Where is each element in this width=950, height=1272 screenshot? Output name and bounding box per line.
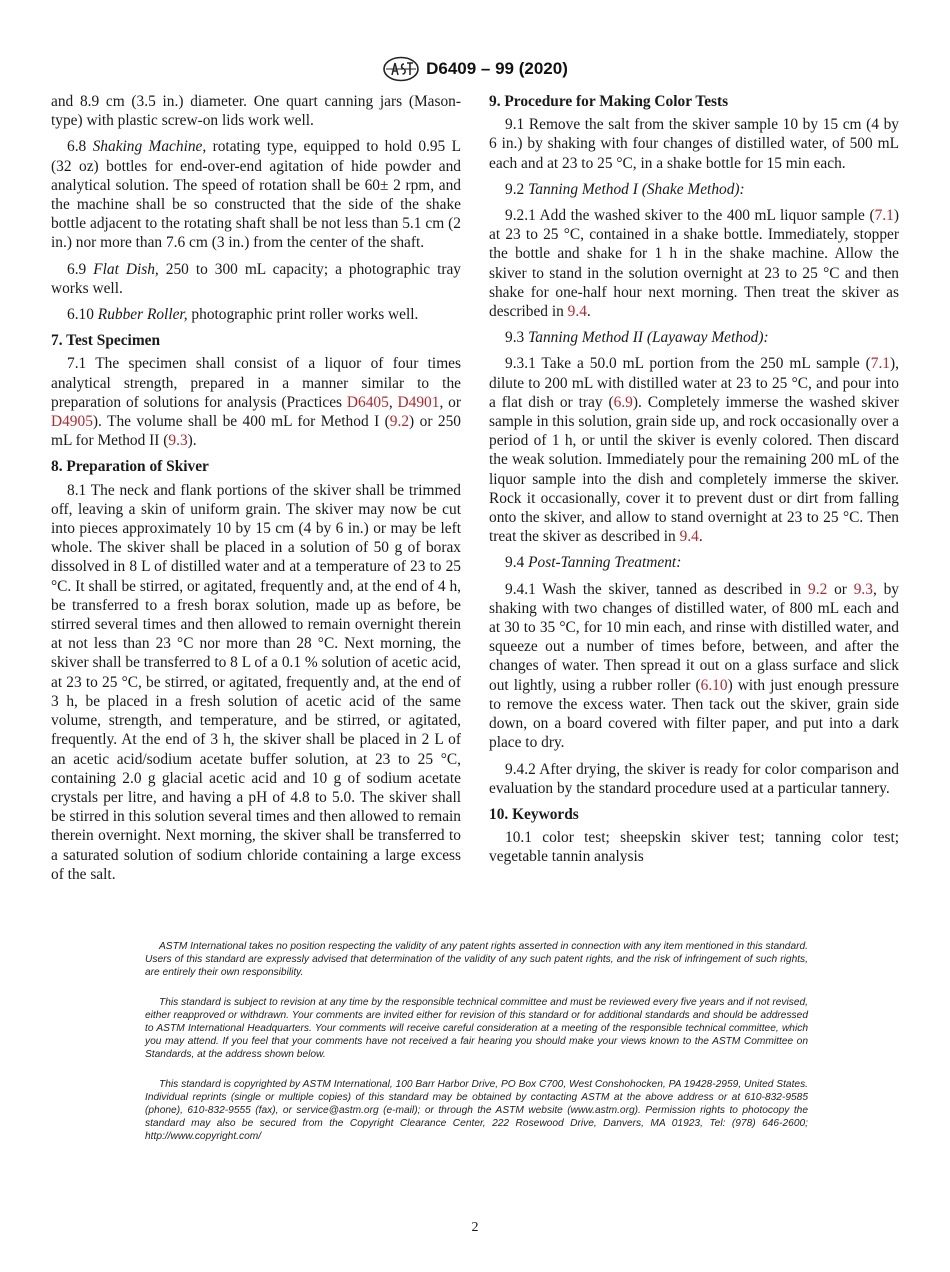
right-column <box>489 92 899 874</box>
notice-patent: ASTM International takes no position respecting the validity of any patent rights asserted in connection with any item mentioned in this standard. Users of this standard are expressly advised that determination of the validity of any such patent rights, and the risk of infringement of such rights, are entirely their own responsibility. <box>145 941 808 978</box>
term-shaking-machine: Shaking Machine, <box>92 138 207 156</box>
link-9-4[interactable]: 9.4 <box>679 528 699 546</box>
link-9-3[interactable]: 9.3 <box>853 580 873 598</box>
link-6-9[interactable]: 6.9 <box>613 393 633 411</box>
link-7-1[interactable]: 7.1 <box>874 207 894 225</box>
term-flat-dish: Flat Dish, <box>93 260 159 278</box>
paragraph-9-2-1: 9.2.1 Add the washed skiver to the 400 mL liquor sample (7.1) at 23 to 25 °C, contained in a shake bottle. Immediately, stopper the bottle and shake for 1 h in the shake machine. Allow the skiver to stand in the solution overnight at 23 to 25 °C and then shake for one-half hour next morning. Then treat the skiver as described in 9.4. <box>489 207 899 321</box>
page-number: 2 <box>471 1220 479 1235</box>
astm-logo-icon <box>382 56 420 82</box>
section-heading-keywords: 10. Keywords <box>489 805 579 823</box>
link-9-2[interactable]: 9.2 <box>389 413 410 431</box>
link-d4901[interactable]: D4901 <box>397 393 440 411</box>
paragraph-7-1: 7.1 The specimen shall consist of a liquor of four times analytical strength, prepared in a manner similar to the preparation of solutions for analysis (Practices D6405, D4901, or D4905). The volume shall be 400 mL for Method I (9.2) or 250 mL for Method II (9.3). <box>51 355 461 450</box>
document-designation: D6409 – 99 (2020) <box>426 59 568 78</box>
paragraph-6-7-continued: and 8.9 cm (3.5 in.) diameter. One quart canning jars (Mason-type) with plastic screw-on lids work well. <box>51 93 461 130</box>
paragraph-9-4-1: 9.4.1 Wash the skiver, tanned as described in 9.2 or 9.3, by shaking with two changes of distilled water, of 800 mL each and at 30 to 35 °C, for 10 min each, and rinse with distilled water, and squeeze out a number of times before, between, and after the changes of water. Then spread it out on a glass surface and slick out lightly, using a rubber roller (6.10) with just enough pressure to remove the excess water. Then tack out the skiver, grain side down, on a board covered with filter paper, and put into a dark place to dry. <box>489 580 899 752</box>
paragraph-9-4-2: 9.4.2 After drying, the skiver is ready for color comparison and evaluation by the standard procedure used at a particular tannery. <box>489 760 899 797</box>
section-heading-procedure: 9. Procedure for Making Color Tests <box>489 93 729 110</box>
link-d6405[interactable]: D6405 <box>346 393 389 411</box>
paragraph-10-1: 10.1 color test; sheepskin skiver test; tanning color test; vegetable tannin analysis <box>489 829 899 866</box>
paragraph-9-4: 9.4 Post-Tanning Treatment: <box>505 554 682 572</box>
link-9-3[interactable]: 9.3 <box>168 432 188 450</box>
notice-copyright: This standard is copyrighted by ASTM International, 100 Barr Harbor Drive, PO Box C700, West Conshohocken, PA 19428-2959, United States. Individual reprints (single or multiple copies) of this standard may be obtained by contacting ASTM at the above address or at 610-832-9585 (phone), 610-832-9555 (fax), or service@astm.org (e-mail); or through the ASTM website (www.astm.org). Permission rights to photocopy the standard may also be secured from the Copyright Clearance Center, 222 Rosewood Drive, Danvers, MA 01923, Tel: (978) 646-2600; http://www.copyright.com/ <box>145 1079 808 1142</box>
link-9-2[interactable]: 9.2 <box>808 580 828 598</box>
paragraph-9-2: 9.2 Tanning Method I (Shake Method): <box>505 180 745 198</box>
paragraph-6-10: 6.10 Rubber Roller, photographic print roller works well. <box>67 306 419 324</box>
section-heading-test-specimen: 7. Test Specimen <box>51 332 161 350</box>
paragraph-8-1: 8.1 The neck and flank portions of the skiver shall be trimmed off, leaving a skin of uniform grain. The skiver may now be cut into pieces approximately 10 by 15 cm (4 by 6 in.) or may be left whole. The skiver shall be placed in a solution of 50 g of borax dissolved in 8 L of distilled water and at a temperature of 23 to 25 °C. It shall be stirred, or agitated, frequently and, at the end of 4 h, be transferred to a fresh borax solution, made up as before, be stirred several times and then allowed to remain overnight therein at not less than 23 °C nor more than 28 °C. Next morning, the skiver shall be transferred to 8 L of a 0.1 % solution of acetic acid, at 23 to 25 °C, be stirred, or agitated, frequently and, at the end of 3 h, be placed in a fresh solution of acetic acid of the same volume, strength, and temperature, and be stirred, or agitated, frequently. At the end of 3 h, the skiver shall be placed in 2 L of an acetic acid/sodium acetate buffer solution, at 23 to 25 °C, containing 2.0 g glacial acetic acid and 10 g of sodium acetate crystals per litre, and having a pH of 4.8 to 5.0. The skiver shall be stirred in this solution several times and then allowed to remain therein overnight. Next morning, the skiver shall be transferred to a saturated solution of sodium chloride containing a large excess of the salt. <box>51 481 461 883</box>
link-6-10[interactable]: 6.10 <box>700 676 728 694</box>
notice-revision: This standard is subject to revision at any time by the responsible technical committee and must be reviewed every five years and if not revised, either reapproved or withdrawn. Your comments are invited either for revision of this standard or for additional standards and should be addressed to ASTM International Headquarters. Your comments will receive careful consideration at a meeting of the responsible technical committee, which you may attend. If you feel that your comments have not received a fair hearing you should make your views known to the ASTM Committee on Standards, at the address shown below. <box>145 997 808 1060</box>
paragraph-6-9: 6.9 Flat Dish, 250 to 300 mL capacity; a photographic tray works well. <box>51 260 462 297</box>
link-d4905[interactable]: D4905 <box>51 413 93 431</box>
paragraph-9-1: 9.1 Remove the salt from the skiver sample 10 by 15 cm (4 by 6 in.) by shaking with four changes of distilled water, of 500 mL each and at 23 to 25 °C, in a shake bottle for 15 min each. <box>489 116 899 172</box>
legal-notices <box>145 940 808 1160</box>
paragraph-9-3: 9.3 Tanning Method II (Layaway Method): <box>505 329 769 347</box>
left-column <box>51 92 461 891</box>
term-rubber-roller: Rubber Roller, <box>97 306 188 324</box>
page-header <box>0 56 950 87</box>
link-9-4[interactable]: 9.4 <box>567 303 587 321</box>
paragraph-6-8: 6.8 Shaking Machine, rotating type, equipped to hold 0.95 L (32 oz) bottles for end-over-end agitation of hide powder and analytical solution. The speed of rotation shall be 60± 2 rpm, and the machine shall be so constructed that the side of the shake bottle adjacent to the rotating shaft shall be not less than 5.1 cm (2 in.) nor more than 7.6 cm (3 in.) from the center of the shaft. <box>51 138 462 252</box>
paragraph-9-3-1: 9.3.1 Take a 50.0 mL portion from the 250 mL sample (7.1), dilute to 200 mL with distilled water at 23 to 25 °C, and pour into a flat dish or tray (6.9). Completely immerse the washed skiver sample in this solution, grain side up, and rock occasionally over a period of 1 h, or until the skiver is evenly colored. Then discard the weak solution. Immediately pour the remaining 200 mL of the liquor sample into the dish and completely immerse the skiver. Rock it occasionally, cover it to prevent dust or dirt from falling onto the skiver, and allow to stand overnight at 23 to 25 °C. Then treat the skiver as described in 9.4. <box>489 355 900 546</box>
link-7-1[interactable]: 7.1 <box>870 355 891 373</box>
section-heading-preparation-of-skiver: 8. Preparation of Skiver <box>51 458 209 476</box>
